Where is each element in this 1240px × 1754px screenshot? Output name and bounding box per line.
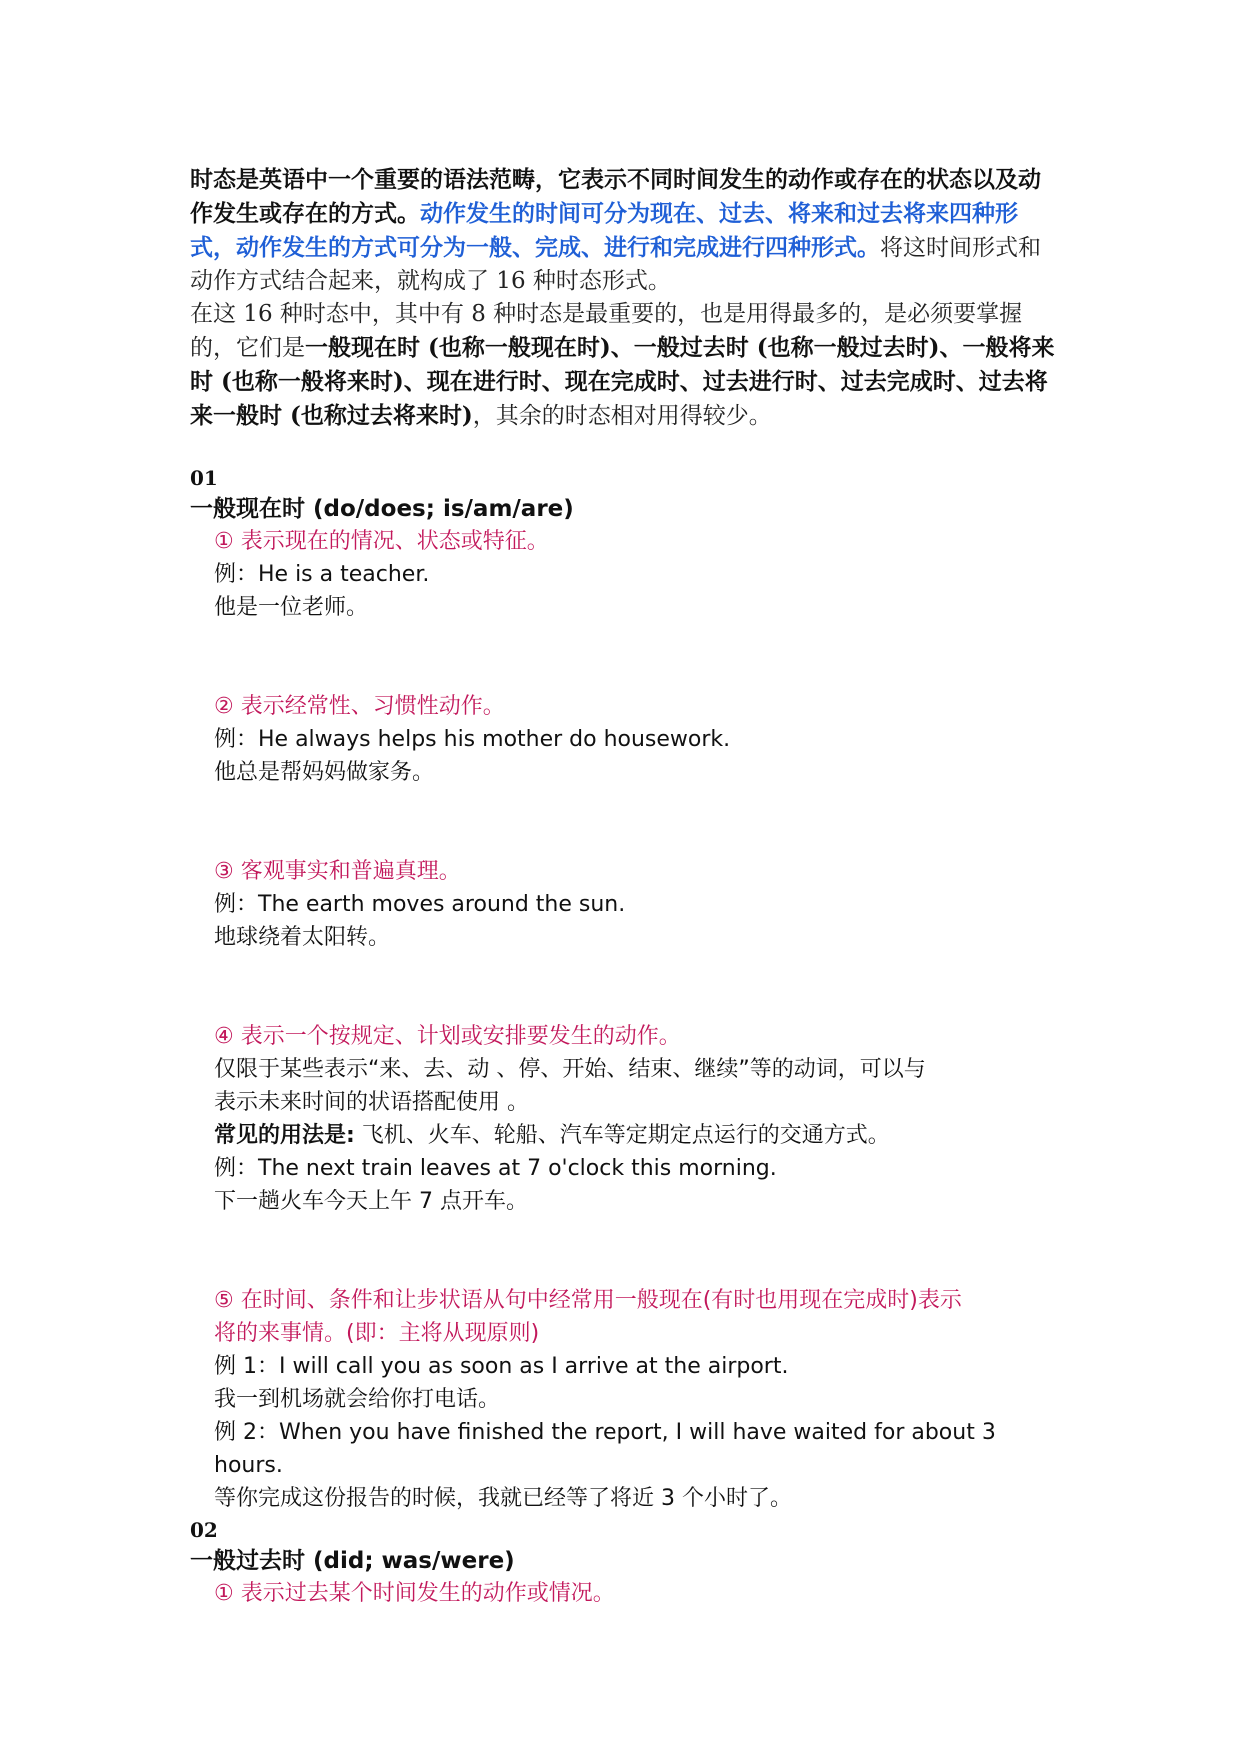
usage-rule: ④ 表示一个按规定、计划或安排要发生的动作。 [214,1024,681,1049]
intro-highlight-text: 动作发生的时间可分为现在、过去、将来和过去将来四种形式，动作发生的方式可分为一般、完成、进行和完成进行四种形式。 [190,200,1018,261]
usage-item-1 [190,1577,1060,1610]
spacer [190,789,1060,855]
usage-example: hours. [214,1453,283,1478]
usage-item-5 [190,1284,1060,1515]
usage-example: 例 2：When you have finished the report, I will have waited for about 3 [214,1420,996,1445]
intro-bold-text: 时态是英语中一个重要的语法范畴，它表示不同时间发生的动作或存在的状态以及动作发生或存在的方式。 [190,166,1041,227]
spacer [190,433,1060,463]
usage-translation: 等你完成这份报告的时候，我就已经等了将近 3 个小时了。 [214,1486,792,1511]
usage-example: 例：The earth moves around the sun. [214,892,626,917]
common-label: 常见的用法是: [214,1123,355,1148]
usage-example: 例：The next train leaves at 7 o'clock this morning. [214,1156,777,1181]
usage-example: 例：He is a teacher. [214,562,430,587]
spacer [190,954,1060,1020]
usage-rule: 将的来事情。(即：主将从现原则) [214,1321,540,1346]
usage-translation: 地球绕着太阳转。 [214,925,391,950]
section-title: 一般过去时 (did; was/were) [190,1548,515,1574]
usage-rule: ③ 客观事实和普遍真理。 [214,859,461,884]
section-number: 01 [190,466,218,490]
usage-item-2 [190,690,1060,789]
section-title: 一般现在时 (do/does; is/am/are) [190,496,574,522]
usage-item-1 [190,525,1060,624]
spacer [190,624,1060,690]
usage-item-3 [190,855,1060,954]
intro-paragraph-1 [190,163,1060,298]
intro-p2-bold: 一般现在时 (也称一般现在时)、一般过去时 (也称一般过去时)、一般将来时 (也称一般将来时)、现在进行时、现在完成时、过去进行时、过去完成时、过去将来一般时 (也称过去将来时) [190,334,1055,429]
usage-rule: ① 表示过去某个时间发生的动作或情况。 [214,1581,615,1606]
usage-common [214,1119,1060,1152]
usage-note: 仅限于某些表示“来、去、动 、停、开始、结束、继续”等的动词，可以与 [214,1057,926,1082]
usage-translation: 我一到机场就会给你打电话。 [214,1387,501,1412]
usage-example: 例 1：I will call you as soon as I arrive at the airport. [214,1354,789,1379]
usage-item-4 [190,1020,1060,1218]
intro-p2-end: ，其余的时态相对用得较少。 [472,403,772,429]
spacer [190,1218,1060,1284]
usage-translation: 下一趟火车今天上午 7 点开车。 [214,1189,528,1214]
usage-translation: 他总是帮妈妈做家务。 [214,760,435,785]
usage-rule: ② 表示经常性、习惯性动作。 [214,694,505,719]
usage-rule: ⑤ 在时间、条件和让步状语从句中经常用一般现在(有时也用现在完成时)表示 [214,1288,962,1313]
usage-translation: 他是一位老师。 [214,595,369,620]
usage-rule: ① 表示现在的情况、状态或特征。 [214,529,549,554]
usage-note: 表示未来时间的状语搭配使用 。 [214,1090,529,1115]
section-number: 02 [190,1518,218,1542]
intro-plain-text: 将这时间形式和动作方式结合起来，就构成了 16 种时态形式。 [190,235,1041,294]
common-text: 飞机、火车、轮船、汽车等定期定点运行的交通方式。 [354,1123,890,1148]
intro-paragraph-2 [190,298,1060,433]
intro-p2-start: 在这 16 种时态中，其中有 8 种时态是最重要的，也是用得最多的，是必须要掌握的，它们是 [190,301,1023,361]
document-page [190,163,1060,1610]
usage-example: 例：He always helps his mother do housework. [214,727,731,752]
